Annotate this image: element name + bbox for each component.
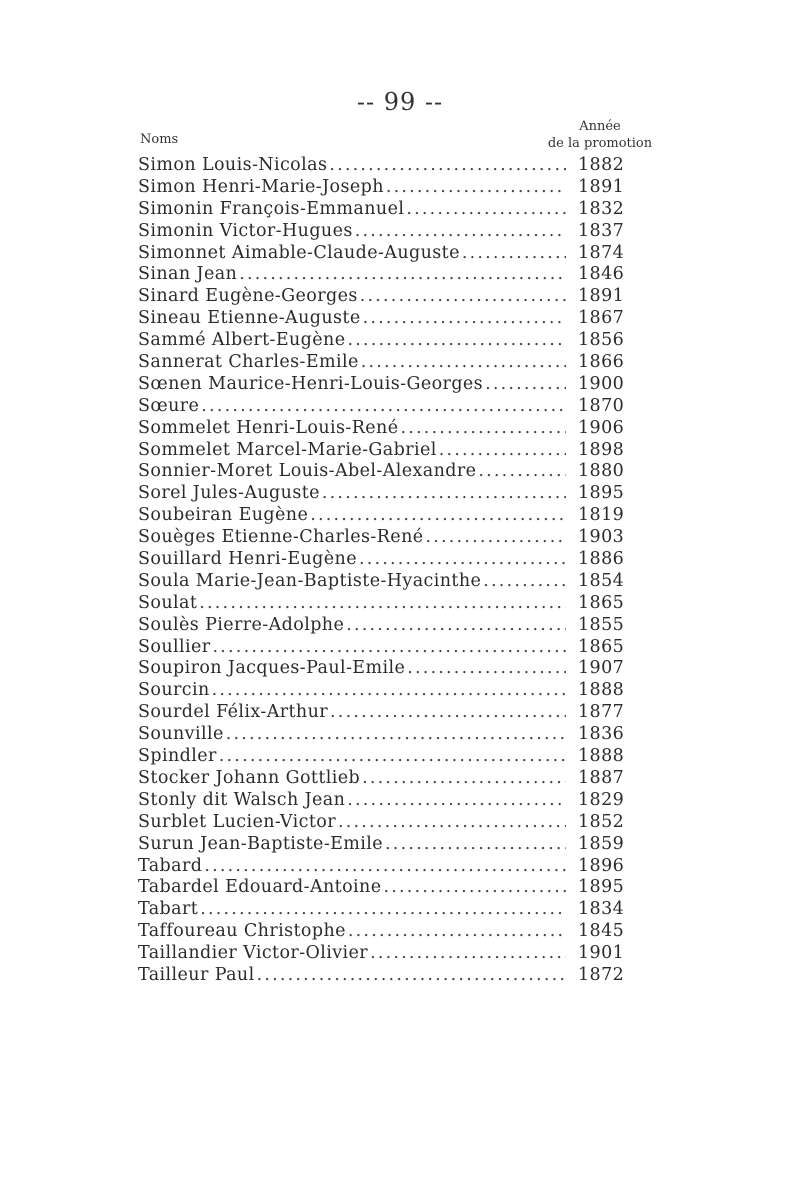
- dot-leader: [226, 724, 566, 744]
- list-item: [138, 527, 658, 549]
- entry-year: 1906: [578, 417, 625, 438]
- entry-name: Taillandier Victor-Olivier: [138, 943, 369, 964]
- year-column-header: [530, 118, 670, 152]
- page-number: -- 99 --: [356, 88, 444, 116]
- entry-name: Souillard Henri-Eugène: [138, 549, 357, 570]
- dot-leader: [361, 352, 566, 372]
- list-item: [138, 790, 658, 812]
- entry-name: Simon Henri-Marie-Joseph: [138, 176, 384, 197]
- entry-year: 1891: [578, 286, 625, 307]
- list-item: [138, 724, 658, 746]
- entry-year: 1898: [578, 439, 625, 460]
- list-item: [138, 396, 658, 418]
- dot-leader: [338, 812, 566, 832]
- list-item: [138, 571, 658, 593]
- entry-name: Sœnen Maurice-Henri-Louis-Georges: [138, 373, 484, 394]
- entry-year: 1886: [578, 549, 625, 570]
- list-item: [138, 680, 658, 702]
- entry-year: 1888: [578, 746, 625, 767]
- entry-year: 1867: [578, 308, 625, 329]
- list-item: [138, 965, 658, 987]
- dot-leader: [204, 856, 566, 876]
- entry-name: Tabardel Edouard-Antoine: [138, 877, 382, 898]
- entry-year: 1855: [578, 614, 625, 635]
- dot-leader: [483, 571, 566, 591]
- entry-year: 1872: [578, 964, 625, 985]
- dot-leader: [439, 440, 566, 460]
- entry-name: Souèges Etienne-Charles-René: [138, 527, 424, 548]
- entry-name: Simonin Victor-Hugues: [138, 220, 353, 241]
- dot-leader: [485, 374, 566, 394]
- entry-year: 1882: [578, 155, 625, 175]
- dot-leader: [478, 461, 566, 481]
- list-item: [138, 374, 658, 396]
- entry-year: 1836: [578, 724, 625, 745]
- year-header-line1: Année: [579, 119, 621, 134]
- entry-year: 1870: [578, 395, 625, 416]
- entry-year: 1874: [578, 242, 625, 263]
- dot-leader: [363, 308, 566, 328]
- entry-year: 1866: [578, 352, 625, 373]
- entry-list: [138, 155, 658, 987]
- list-item: [138, 330, 658, 352]
- dot-leader: [407, 658, 566, 678]
- entry-name: Soulès Pierre-Adolphe: [138, 614, 345, 635]
- dot-leader: [257, 965, 566, 985]
- dot-leader: [348, 921, 566, 941]
- entry-name: Tabart: [138, 899, 199, 920]
- list-item: [138, 834, 658, 856]
- year-header-line2: de la promotion: [547, 136, 653, 151]
- dot-leader: [239, 264, 566, 284]
- entry-year: 1888: [578, 680, 625, 701]
- dot-leader: [362, 768, 566, 788]
- list-item: [138, 286, 658, 308]
- entry-year: 1877: [578, 702, 625, 723]
- entry-year: 1837: [578, 220, 625, 241]
- list-item: [138, 440, 658, 462]
- list-item: [138, 768, 658, 790]
- dot-leader: [329, 155, 566, 175]
- entry-year: 1865: [578, 636, 625, 657]
- dot-leader: [385, 834, 566, 854]
- list-item: [138, 856, 658, 878]
- dot-leader: [426, 527, 567, 547]
- entry-year: 1901: [578, 943, 625, 964]
- names-column-header: Noms: [140, 132, 179, 147]
- entry-year: 1854: [578, 570, 625, 591]
- entry-year: 1865: [578, 592, 625, 613]
- dot-leader: [212, 680, 566, 700]
- dot-leader: [406, 199, 566, 219]
- entry-year: 1852: [578, 811, 625, 832]
- dot-leader: [330, 702, 566, 722]
- entry-name: Sinan Jean: [138, 264, 238, 285]
- list-item: [138, 615, 658, 637]
- list-item: [138, 877, 658, 899]
- entry-year: 1856: [578, 330, 625, 351]
- dot-leader: [383, 877, 566, 897]
- entry-name: Sonnier-Moret Louis-Abel-Alexandre: [138, 461, 477, 482]
- dot-leader: [347, 330, 566, 350]
- dot-leader: [310, 505, 566, 525]
- entry-year: 1896: [578, 855, 625, 876]
- list-item: [138, 593, 658, 615]
- entry-name: Stocker Johann Gottlieb: [138, 767, 361, 788]
- entry-year: 1903: [578, 527, 625, 548]
- entry-name: Sinard Eugène-Georges: [138, 286, 358, 307]
- entry-name: Surun Jean-Baptiste-Emile: [138, 833, 384, 854]
- entry-name: Tabard: [138, 855, 203, 876]
- entry-name: Simonin François-Emmanuel: [138, 198, 405, 219]
- entry-name: Tailleur Paul: [138, 964, 255, 985]
- entry-name: Soupiron Jacques-Paul-Emile: [138, 658, 406, 679]
- list-item: [138, 637, 658, 659]
- list-item: [138, 264, 658, 286]
- entry-name: Sineau Etienne-Auguste: [138, 308, 361, 329]
- entry-name: Sommelet Marcel-Marie-Gabriel: [138, 439, 437, 460]
- dot-leader: [201, 396, 566, 416]
- list-item: [138, 746, 658, 768]
- dot-leader: [213, 637, 566, 657]
- entry-year: 1859: [578, 833, 625, 854]
- entry-year: 1895: [578, 877, 625, 898]
- dot-leader: [462, 243, 566, 263]
- list-item: [138, 199, 658, 221]
- list-item: [138, 899, 658, 921]
- list-item: [138, 943, 658, 965]
- dot-leader: [200, 899, 566, 919]
- entry-name: Spindler: [138, 746, 217, 767]
- list-item: [138, 461, 658, 483]
- dot-leader: [322, 483, 566, 503]
- dot-leader: [359, 549, 566, 569]
- dot-leader: [219, 746, 566, 766]
- entry-name: Sounville: [138, 724, 224, 745]
- entry-year: 1846: [578, 264, 625, 285]
- dot-leader: [386, 177, 566, 197]
- list-item: [138, 352, 658, 374]
- list-item: [138, 308, 658, 330]
- entry-year: 1829: [578, 789, 625, 810]
- entry-name: Stonly dit Walsch Jean: [138, 789, 346, 810]
- entry-year: 1900: [578, 373, 625, 394]
- entry-name: Sœure: [138, 395, 200, 416]
- entry-name: Soula Marie-Jean-Baptiste-Hyacinthe: [138, 570, 482, 591]
- dot-leader: [370, 943, 566, 963]
- entry-year: 1907: [578, 658, 625, 679]
- dot-leader: [346, 615, 566, 635]
- entry-year: 1880: [578, 461, 625, 482]
- entry-name: Taffoureau Christophe: [138, 921, 346, 942]
- list-item: [138, 418, 658, 440]
- list-item: [138, 155, 658, 177]
- list-item: [138, 702, 658, 724]
- entry-year: 1895: [578, 483, 625, 504]
- dot-leader: [347, 790, 566, 810]
- entry-name: Sorel Jules-Auguste: [138, 483, 320, 504]
- entry-name: Sommelet Henri-Louis-René: [138, 417, 399, 438]
- entry-year: 1834: [578, 899, 625, 920]
- entry-year: 1891: [578, 176, 625, 197]
- entry-name: Simon Louis-Nicolas: [138, 155, 328, 175]
- entry-name: Soulat: [138, 592, 198, 613]
- entry-name: Sannerat Charles-Emile: [138, 352, 359, 373]
- dot-leader: [360, 286, 566, 306]
- entry-name: Sourdel Félix-Arthur: [138, 702, 329, 723]
- dot-leader: [400, 418, 566, 438]
- entry-year: 1819: [578, 505, 625, 526]
- list-item: [138, 549, 658, 571]
- list-item: [138, 177, 658, 199]
- entry-name: Simonnet Aimable-Claude-Auguste: [138, 242, 460, 263]
- list-item: [138, 921, 658, 943]
- entry-name: Soubeiran Eugène: [138, 505, 309, 526]
- list-item: [138, 658, 658, 680]
- list-item: [138, 812, 658, 834]
- list-item: [138, 505, 658, 527]
- entry-name: Sammé Albert-Eugène: [138, 330, 346, 351]
- dot-leader: [199, 593, 566, 613]
- entry-name: Surblet Lucien-Victor: [138, 811, 336, 832]
- list-item: [138, 483, 658, 505]
- entry-year: 1845: [578, 921, 625, 942]
- list-item: [138, 243, 658, 265]
- list-item: [138, 221, 658, 243]
- dot-leader: [355, 221, 566, 241]
- entry-name: Soullier: [138, 636, 211, 657]
- entry-year: 1832: [578, 198, 625, 219]
- entry-year: 1887: [578, 767, 625, 788]
- entry-name: Sourcin: [138, 680, 210, 701]
